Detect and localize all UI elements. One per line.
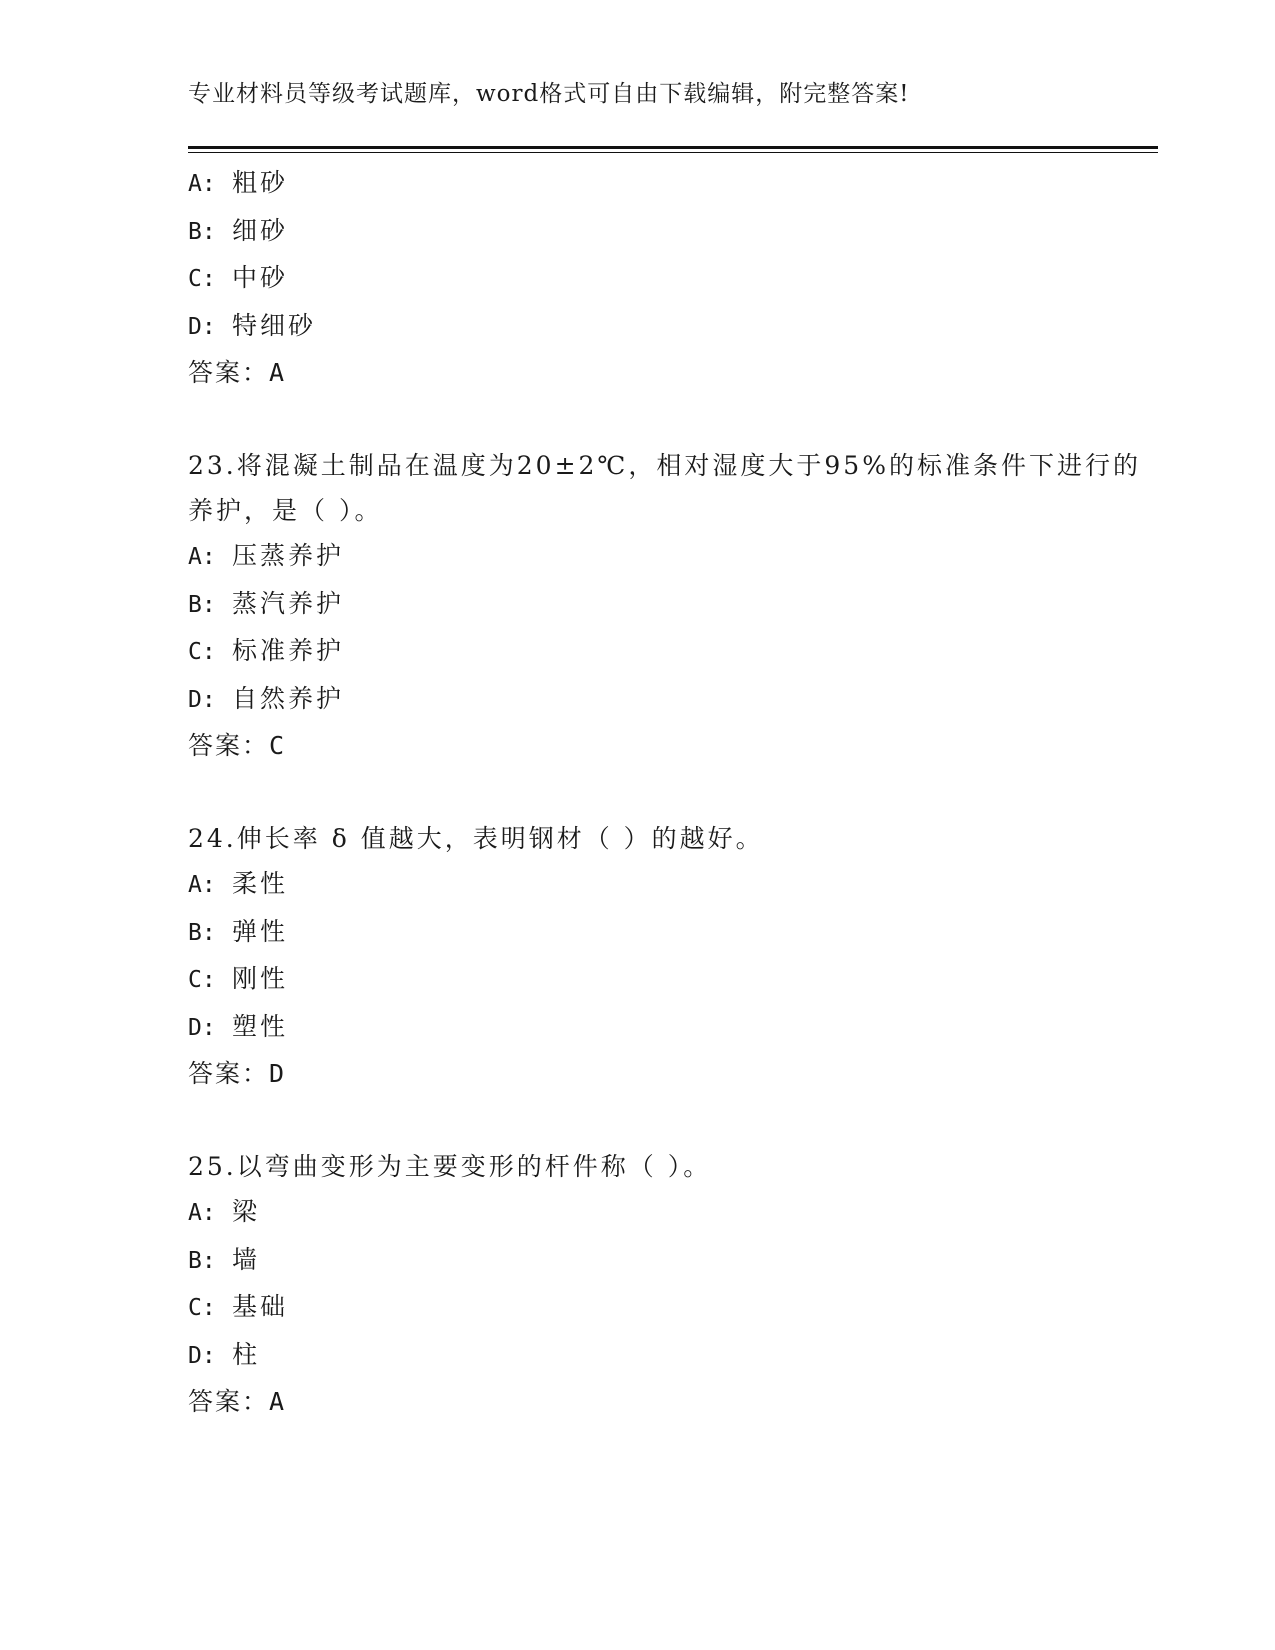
question-23	[188, 443, 1148, 769]
option-key: C:	[188, 1295, 216, 1321]
option-text: 粗砂	[232, 168, 289, 197]
option-d	[188, 303, 1148, 351]
option-d	[188, 1332, 1148, 1380]
option-key: A:	[188, 171, 216, 197]
answer-label: 答案：	[188, 1387, 270, 1416]
option-text: 梁	[232, 1197, 261, 1226]
option-key: B:	[188, 1247, 216, 1274]
option-text: 基础	[232, 1292, 289, 1321]
option-text: 弹性	[232, 916, 289, 946]
option-d	[188, 1004, 1148, 1052]
header-rule-thin	[188, 152, 1158, 153]
option-key: B:	[188, 591, 216, 618]
option-a	[188, 1189, 1148, 1237]
question-24	[188, 816, 1148, 1097]
answer-line	[188, 723, 1148, 769]
option-text: 刚性	[232, 964, 289, 993]
option-text: 压蒸养护	[232, 541, 345, 570]
question-stem: 24.伸长率 δ 值越大，表明钢材（ ）的越好。	[188, 824, 764, 853]
answer-label: 答案：	[188, 731, 270, 760]
option-text: 标准养护	[232, 636, 345, 665]
question-stem: 25.以弯曲变形为主要变形的杆件称（ ）。	[188, 1152, 712, 1181]
option-key: C:	[188, 639, 216, 665]
answer-value: C	[269, 731, 285, 760]
answer-line	[188, 1379, 1148, 1425]
question-stem: 23.将混凝土制品在温度为20±2℃，相对湿度大于95%的标准条件下进行的养护，是（ ）。	[188, 451, 1141, 525]
option-key: C:	[188, 266, 216, 292]
option-key: A:	[188, 872, 216, 898]
option-text: 蒸汽养护	[232, 588, 345, 618]
question-25	[188, 1144, 1148, 1425]
option-key: A:	[188, 1200, 216, 1226]
option-key: D:	[188, 313, 216, 340]
question-list	[188, 160, 1148, 1425]
option-text: 特细砂	[232, 310, 317, 340]
option-text: 中砂	[232, 263, 289, 292]
option-key: C:	[188, 967, 216, 993]
option-text: 塑性	[232, 1011, 289, 1041]
option-a	[188, 160, 1148, 208]
option-key: D:	[188, 686, 216, 713]
question-22	[188, 160, 1148, 396]
option-a	[188, 861, 1148, 909]
option-key: D:	[188, 1014, 216, 1041]
option-key: B:	[188, 919, 216, 946]
answer-line	[188, 350, 1148, 396]
option-a	[188, 533, 1148, 581]
option-text: 墙	[232, 1244, 261, 1274]
answer-label: 答案：	[188, 358, 270, 387]
option-b	[188, 581, 1148, 629]
option-key: D:	[188, 1342, 216, 1369]
option-b	[188, 1237, 1148, 1285]
option-c	[188, 1284, 1148, 1332]
header-rule-thick	[188, 146, 1158, 149]
option-c	[188, 628, 1148, 676]
option-d	[188, 676, 1148, 724]
answer-value: D	[269, 1059, 285, 1088]
option-text: 自然养护	[232, 683, 345, 713]
option-text: 柔性	[232, 869, 289, 898]
answer-value: A	[269, 358, 285, 387]
option-text: 柱	[232, 1339, 261, 1369]
option-c	[188, 956, 1148, 1004]
answer-line	[188, 1051, 1148, 1097]
option-b	[188, 208, 1148, 256]
option-c	[188, 255, 1148, 303]
answer-value: A	[269, 1387, 285, 1416]
option-key: B:	[188, 218, 216, 245]
option-key: A:	[188, 544, 216, 570]
option-b	[188, 909, 1148, 957]
answer-label: 答案：	[188, 1059, 270, 1088]
option-text: 细砂	[232, 215, 289, 245]
page-header-text: 专业材料员等级考试题库，word格式可自由下载编辑，附完整答案!	[188, 81, 910, 107]
